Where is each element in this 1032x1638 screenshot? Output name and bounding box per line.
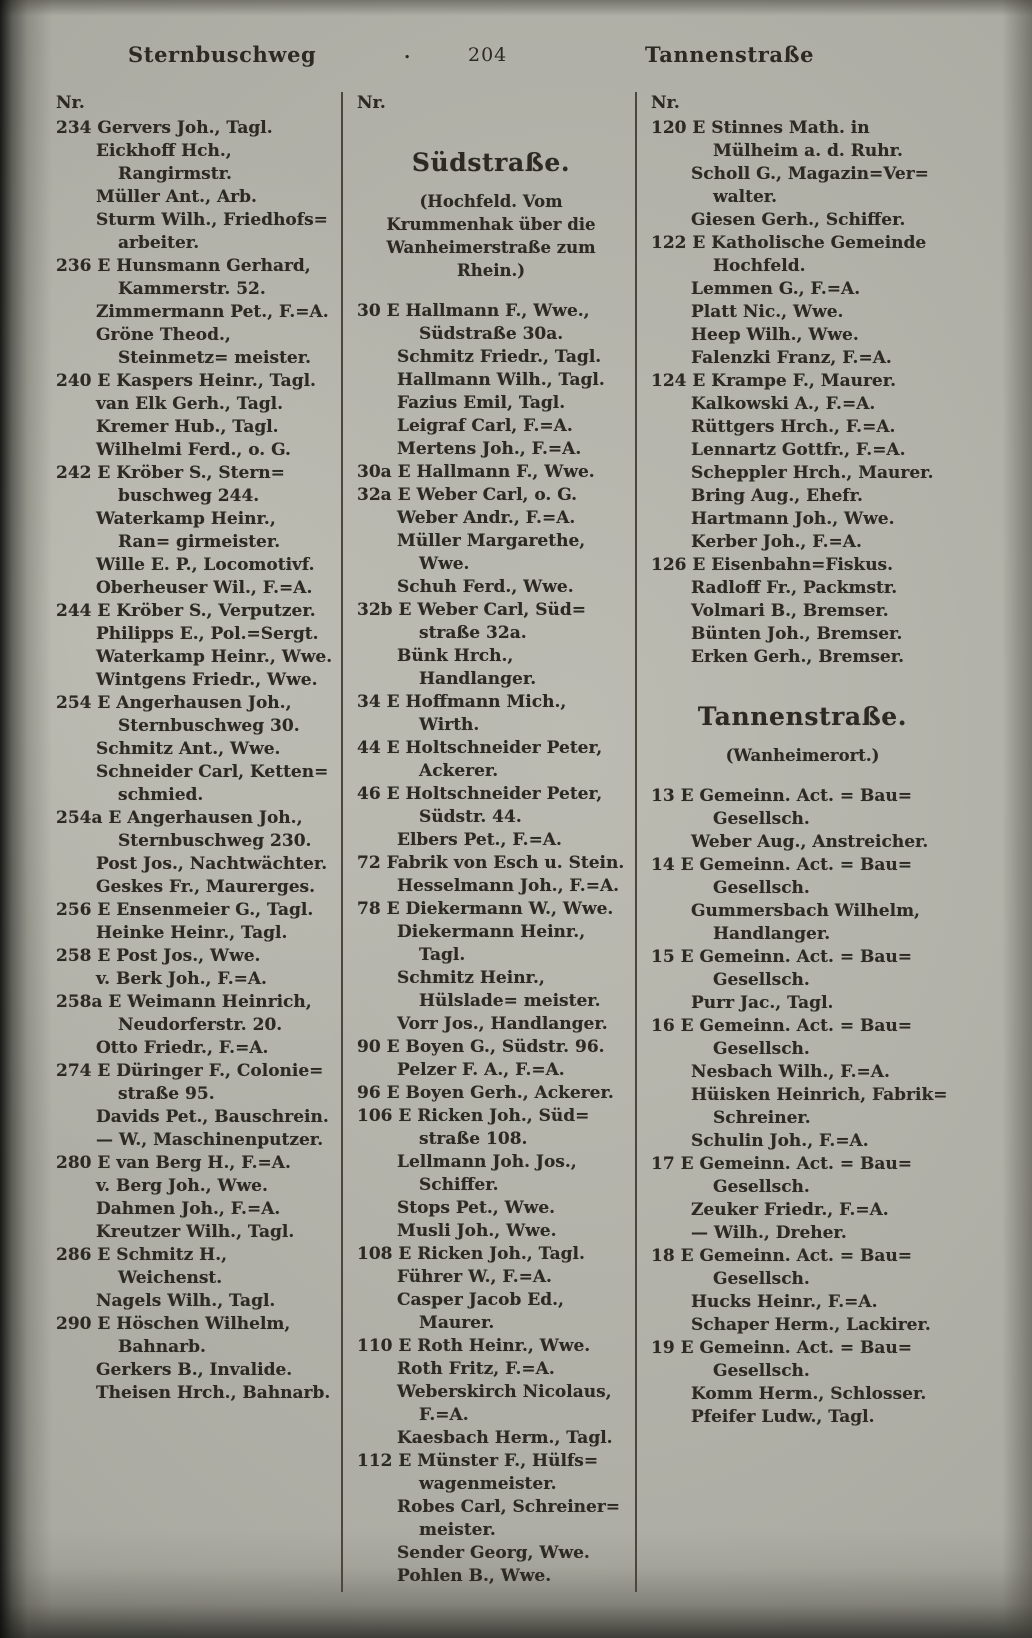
entry-line: 44 E Holtschneider Peter, Ackerer. [357,738,603,781]
nr-label: Nr. [357,93,386,113]
house-number: 258a E [56,992,122,1012]
house-number: 124 E [651,371,706,391]
entry-line: 46 E Holtschneider Peter, Südstr. 44. [357,784,603,827]
running-head-left: Sternbuschweg [128,42,317,67]
entry-line: 108 E Ricken Joh., Tagl. [357,1244,585,1264]
entry-line: 120 E Stinnes Math. in Mülheim a. d. Ruhr. [651,118,903,161]
resident-line: Erken Gerh., Bremser. [691,647,905,667]
resident-line: Heep Wilh., Wwe. [691,325,859,345]
entry-line: 15 E Gemeinn. Act. = Bau= Gesellsch. [651,947,912,990]
resident-line: Schuh Ferd., Wwe. [397,577,574,597]
resident-line: Weber Aug., Anstreicher. [691,832,929,852]
entry-line: 96 E Boyen Gerh., Ackerer. [357,1083,614,1103]
resident-line: Hesselmann Joh., F.=A. [397,876,620,896]
entry-line: 32a E Weber Carl, o. G. [357,485,578,505]
house-number: 14 E [651,855,694,875]
resident-line: Heinke Heinr., Tagl. [96,923,288,943]
entry-line: 122 E Katholische Gemeinde Hochfeld. [651,233,927,276]
resident-line: Robes Carl, Schreiner= meister. [397,1497,621,1540]
resident-line: Pfeifer Ludw., Tagl. [691,1407,875,1427]
nr-label: Nr. [651,93,680,113]
entry-line: 16 E Gemeinn. Act. = Bau= Gesellsch. [651,1016,912,1059]
running-head-right: Tannenstraße [645,42,815,67]
entry-line: 280 E van Berg H., F.=A. [56,1153,291,1173]
resident-line: Bünten Joh., Bremser. [691,624,903,644]
entry-line: 18 E Gemeinn. Act. = Bau= Gesellsch. [651,1246,912,1289]
resident-line: Lennartz Gottfr., F.=A. [691,440,906,460]
house-number: 236 E [56,256,111,276]
entry-line: 254a E Angerhausen Joh., Sternbuschweg 230. [56,808,312,851]
entry-line: 34 E Hoffmann Mich., Wirth. [357,692,567,735]
entry-line: 244 E Kröber S., Verputzer. [56,601,316,621]
entry-line: 90 E Boyen G., Südstr. 96. [357,1037,605,1057]
house-number: 256 E [56,900,111,920]
entry-line: 286 E Schmitz H., Weichenst. [56,1245,228,1288]
house-number: 274 E [56,1061,111,1081]
house-number: 108 E [357,1244,412,1264]
house-number: 32a E [357,485,411,505]
resident-line: Waterkamp Heinr., Wwe. [96,647,333,667]
resident-line: Eickhoff Hch., Rangirmstr. [96,141,232,184]
entry-line: 30 E Hallmann F., Wwe., Südstraße 30a. [357,301,590,344]
resident-line: Wille E. P., Locomotivf. [96,555,315,575]
resident-line: Casper Jacob Ed., Maurer. [397,1290,564,1333]
house-number: 126 E [651,555,706,575]
resident-line: Philipps E., Pol.=Sergt. [96,624,319,644]
resident-line: Waterkamp Heinr., Ran= girmeister. [96,509,281,552]
house-number: 17 E [651,1154,694,1174]
resident-line: Pohlen B., Wwe. [397,1566,552,1586]
entry-line: 290 E Höschen Wilhelm, Bahnarb. [56,1314,291,1357]
house-number: 110 E [357,1336,412,1356]
resident-line: Schneider Carl, Ketten= schmied. [96,762,329,805]
entry-line: 126 E Eisenbahn=Fiskus. [651,555,894,575]
house-number: 30 E [357,301,400,321]
resident-line: Kalkowski A., F.=A. [691,394,876,414]
house-number: 280 E [56,1153,111,1173]
resident-line: Weber Andr., F.=A. [397,508,576,528]
resident-line: Weberskirch Nicolaus, F.=A. [397,1382,612,1425]
resident-line: Gröne Theod., Steinmetz= meister. [96,325,312,368]
house-number: 16 E [651,1016,694,1036]
entry-line: 106 E Ricken Joh., Süd= straße 108. [357,1106,590,1149]
house-number: 106 E [357,1106,412,1126]
resident-line: Platt Nic., Wwe. [691,302,844,322]
column-suedstrasse [341,92,637,1592]
house-number: 72 [357,853,381,873]
resident-line: Sturm Wilh., Friedhofs= arbeiter. [96,210,328,253]
resident-line: Zeuker Friedr., F.=A. [691,1200,889,1220]
entry-line: 234 Gervers Joh., Tagl. [56,118,273,138]
resident-line: Post Jos., Nachtwächter. [96,854,328,874]
entry-line: 254 E Angerhausen Joh., Sternbuschweg 30. [56,693,300,736]
entry-line: 240 E Kaspers Heinr., Tagl. [56,371,316,391]
street-heading: Tannenstraße. [697,702,908,731]
entry-line: 110 E Roth Heinr., Wwe. [357,1336,591,1356]
resident-line: Müller Margarethe, Wwe. [397,531,586,574]
resident-line: Nagels Wilh., Tagl. [96,1291,276,1311]
resident-line: Lemmen G., F.=A. [691,279,861,299]
resident-line: Nesbach Wilh., F.=A. [691,1062,890,1082]
entry-line: 72 Fabrik von Esch u. Stein. [357,853,625,873]
house-number: 15 E [651,947,694,967]
resident-line: Schmitz Ant., Wwe. [96,739,281,759]
house-number: 18 E [651,1246,694,1266]
resident-line: Führer W., F.=A. [397,1267,552,1287]
house-number: 90 E [357,1037,400,1057]
entry-line: 32b E Weber Carl, Süd= straße 32a. [357,600,587,643]
house-number: 244 E [56,601,111,621]
directory-columns [0,92,1032,1592]
entry-line: 274 E Düringer F., Colonie= straße 95. [56,1061,324,1104]
resident-line: Scheppler Hrch., Maurer. [691,463,934,483]
street-heading: Südstraße. [411,148,571,177]
resident-line: Elbers Pet., F.=A. [397,830,562,850]
resident-line: Oberheuser Wil., F.=A. [96,578,313,598]
resident-line: Bünk Hrch., Handlanger. [397,646,537,689]
resident-line: — W., Maschinenputzer. [96,1130,324,1150]
house-number: 254a E [56,808,122,828]
entry-line: 17 E Gemeinn. Act. = Bau= Gesellsch. [651,1154,912,1197]
column-tannenstrasse [637,92,1032,1592]
resident-line: Kerber Joh., F.=A. [691,532,862,552]
house-number: 96 E [357,1083,400,1103]
resident-line: Lellmann Joh. Jos., Schiffer. [397,1152,577,1195]
resident-line: Geskes Fr., Maurerges. [96,877,316,897]
house-number: 34 E [357,692,400,712]
resident-line: Mertens Joh., F.=A. [397,439,582,459]
entry-line: 13 E Gemeinn. Act. = Bau= Gesellsch. [651,786,912,829]
resident-line: Gummersbach Wilhelm, Handlanger. [691,901,920,944]
resident-line: Dahmen Joh., F.=A. [96,1199,281,1219]
resident-line: Volmari B., Bremser. [691,601,889,621]
resident-line: Hallmann Wilh., Tagl. [397,370,605,390]
house-number: 258 E [56,946,111,966]
resident-line: Kreutzer Wilh., Tagl. [96,1222,295,1242]
resident-line: Pelzer F. A., F.=A. [397,1060,565,1080]
resident-line: Roth Fritz, F.=A. [397,1359,555,1379]
resident-line: v. Berk Joh., F.=A. [96,969,267,989]
resident-line: Purr Jac., Tagl. [691,993,834,1013]
resident-line: van Elk Gerh., Tagl. [96,394,283,414]
resident-line: Fazius Emil, Tagl. [397,393,566,413]
page-number: 204 [468,44,508,66]
entry-line: 242 E Kröber S., Stern= buschweg 244. [56,463,285,506]
street-note: (Hochfeld. Vom Krummenhak über die Wanheimerstraße zum Rhein.) [386,192,596,280]
house-number: 254 E [56,693,111,713]
house-number: 13 E [651,786,694,806]
resident-line: Wintgens Friedr., Wwe. [96,670,318,690]
resident-line: Schmitz Friedr., Tagl. [397,347,602,367]
entry-line: 258 E Post Jos., Wwe. [56,946,261,966]
entry-line: 256 E Ensenmeier G., Tagl. [56,900,314,920]
resident-line: v. Berg Joh., Wwe. [96,1176,268,1196]
resident-line: Wilhelmi Ferd., o. G. [96,440,291,460]
house-number: 290 E [56,1314,111,1334]
resident-line: — Wilh., Dreher. [691,1223,847,1243]
header-dot: . [404,42,411,63]
resident-line: Diekermann Heinr., Tagl. [397,922,586,965]
resident-line: Theisen Hrch., Bahnarb. [96,1383,331,1403]
resident-line: Sender Georg, Wwe. [397,1543,590,1563]
resident-line: Hucks Heinr., F.=A. [691,1292,878,1312]
entry-line: 78 E Diekermann W., Wwe. [357,899,614,919]
entry-line: 124 E Krampe F., Maurer. [651,371,897,391]
entry-line: 30a E Hallmann F., Wwe. [357,462,595,482]
house-number: 30a E [357,462,411,482]
resident-line: Kremer Hub., Tagl. [96,417,279,437]
resident-line: Vorr Jos., Handlanger. [397,1014,608,1034]
resident-line: Müller Ant., Arb. [96,187,257,207]
resident-line: Gerkers B., Invalide. [96,1360,293,1380]
resident-line: Giesen Gerh., Schiffer. [691,210,906,230]
house-number: 78 E [357,899,400,919]
house-number: 112 E [357,1451,412,1471]
entry-line: 258a E Weimann Heinrich, Neudorferstr. 20. [56,992,312,1035]
house-number: 122 E [651,233,706,253]
resident-line: Radloff Fr., Packmstr. [691,578,898,598]
column-sternbuschweg [56,92,341,1592]
resident-line: Schulin Joh., F.=A. [691,1131,869,1151]
resident-line: Hartmann Joh., Wwe. [691,509,895,529]
house-number: 46 E [357,784,400,804]
page-header [0,0,1032,92]
entry-line: 236 E Hunsmann Gerhard, Kammerstr. 52. [56,256,311,299]
resident-line: Otto Friedr., F.=A. [96,1038,269,1058]
resident-line: Komm Herm., Schlosser. [691,1384,927,1404]
resident-line: Rüttgers Hrch., F.=A. [691,417,896,437]
resident-line: Bring Aug., Ehefr. [691,486,863,506]
resident-line: Musli Joh., Wwe. [397,1221,557,1241]
resident-line: Leigraf Carl, F.=A. [397,416,573,436]
resident-line: Schaper Herm., Lackirer. [691,1315,931,1335]
house-number: 240 E [56,371,111,391]
house-number: 234 [56,118,92,138]
resident-line: Hüisken Heinrich, Fabrik= Schreiner. [691,1085,948,1128]
house-number: 32b E [357,600,412,620]
resident-line: Scholl G., Magazin=Ver= walter. [691,164,929,207]
entry-line: 14 E Gemeinn. Act. = Bau= Gesellsch. [651,855,912,898]
resident-line: Kaesbach Herm., Tagl. [397,1428,613,1448]
house-number: 286 E [56,1245,111,1265]
resident-line: Stops Pet., Wwe. [397,1198,556,1218]
entry-line: 19 E Gemeinn. Act. = Bau= Gesellsch. [651,1338,912,1381]
resident-line: Zimmermann Pet., F.=A. [96,302,329,322]
nr-label: Nr. [56,93,85,113]
house-number: 19 E [651,1338,694,1358]
resident-line: Falenzki Franz, F.=A. [691,348,892,368]
house-number: 242 E [56,463,111,483]
resident-line: Schmitz Heinr., Hülslade= meister. [397,968,601,1011]
resident-line: Davids Pet., Bauschrein. [96,1107,329,1127]
house-number: 44 E [357,738,400,758]
street-note: (Wanheimerort.) [725,746,880,765]
house-number: 120 E [651,118,706,138]
entry-line: 112 E Münster F., Hülfs= wagenmeister. [357,1451,599,1494]
